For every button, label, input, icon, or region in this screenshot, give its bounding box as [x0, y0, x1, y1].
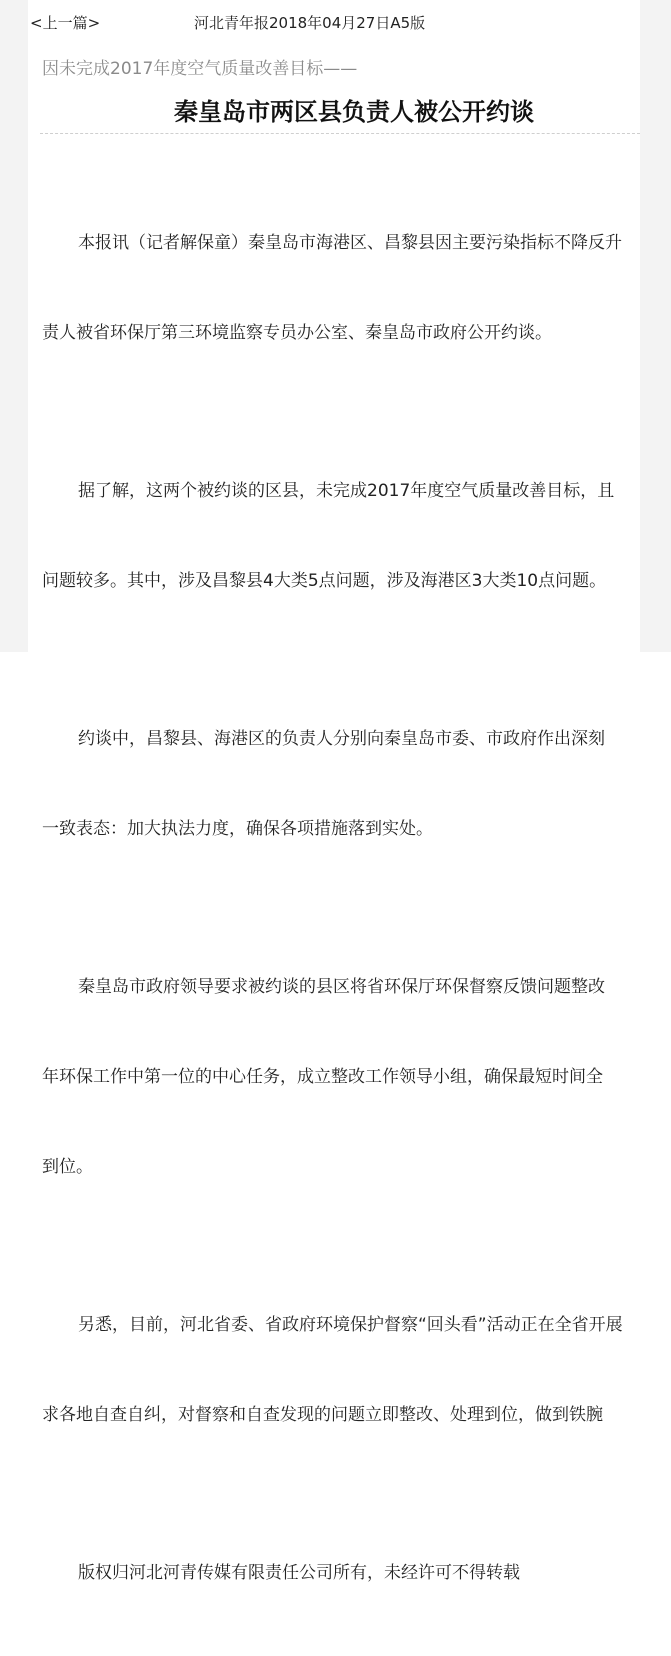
paragraph-5 [42, 1250, 640, 1490]
paragraph-line: 责人被省环保厅第三环境监察专员办公室、秦皇岛市政府公开约谈。 [42, 323, 552, 343]
paragraph-line: 本报讯（记者解保童）秦皇岛市海港区、昌黎县因主要污染指标不降反升 [78, 233, 622, 253]
article-page [28, 0, 640, 1583]
paragraph-line: 一致表态：加大执法力度，确保各项措施落到实处。 [42, 819, 433, 839]
paragraph-line: 年环保工作中第一位的中心任务，成立整改工作领导小组，确保最短时间全 [42, 1067, 603, 1087]
paragraph-3 [42, 664, 640, 904]
publication-info: 河北青年报2018年04月27日A5版 [194, 14, 426, 32]
paragraph-line: 秦皇岛市政府领导要求被约谈的县区将省环保厅环保督察反馈问题整改 [78, 977, 605, 997]
article-body [42, 168, 640, 1656]
paragraph-2 [42, 416, 640, 656]
paragraph-line: 约谈中，昌黎县、海港区的负责人分别向秦皇岛市委、市政府作出深刻 [78, 729, 605, 749]
paragraph-line: 问题较多。其中，涉及昌黎县4大类5点问题，涉及海港区3大类10点问题。 [42, 571, 607, 591]
title-divider [40, 133, 640, 134]
paragraph-line: 据了解，这两个被约谈的区县，未完成2017年度空气质量改善目标，且 [78, 481, 615, 501]
paragraph-line: 另悉，目前，河北省委、省政府环境保护督察“回头看”活动正在全省开展 [78, 1315, 623, 1335]
article-subtitle: 因未完成2017年度空气质量改善目标—— [42, 59, 358, 79]
previous-article-link[interactable]: <上一篇> [30, 14, 101, 32]
paragraph-line: 到位。 [42, 1157, 93, 1177]
paragraph-4 [42, 912, 640, 1242]
paragraph-line: 求各地自查自纠，对督察和自查发现的问题立即整改、处理到位，做到铁腕 [42, 1405, 603, 1425]
copyright-notice [42, 1498, 640, 1648]
top-nav-bar [28, 0, 640, 40]
article-title: 秦皇岛市两区县负责人被公开约谈 [174, 98, 534, 126]
paragraph-1 [42, 168, 640, 408]
copyright-text: 版权归河北河青传媒有限责任公司所有，未经许可不得转载 [78, 1563, 520, 1583]
